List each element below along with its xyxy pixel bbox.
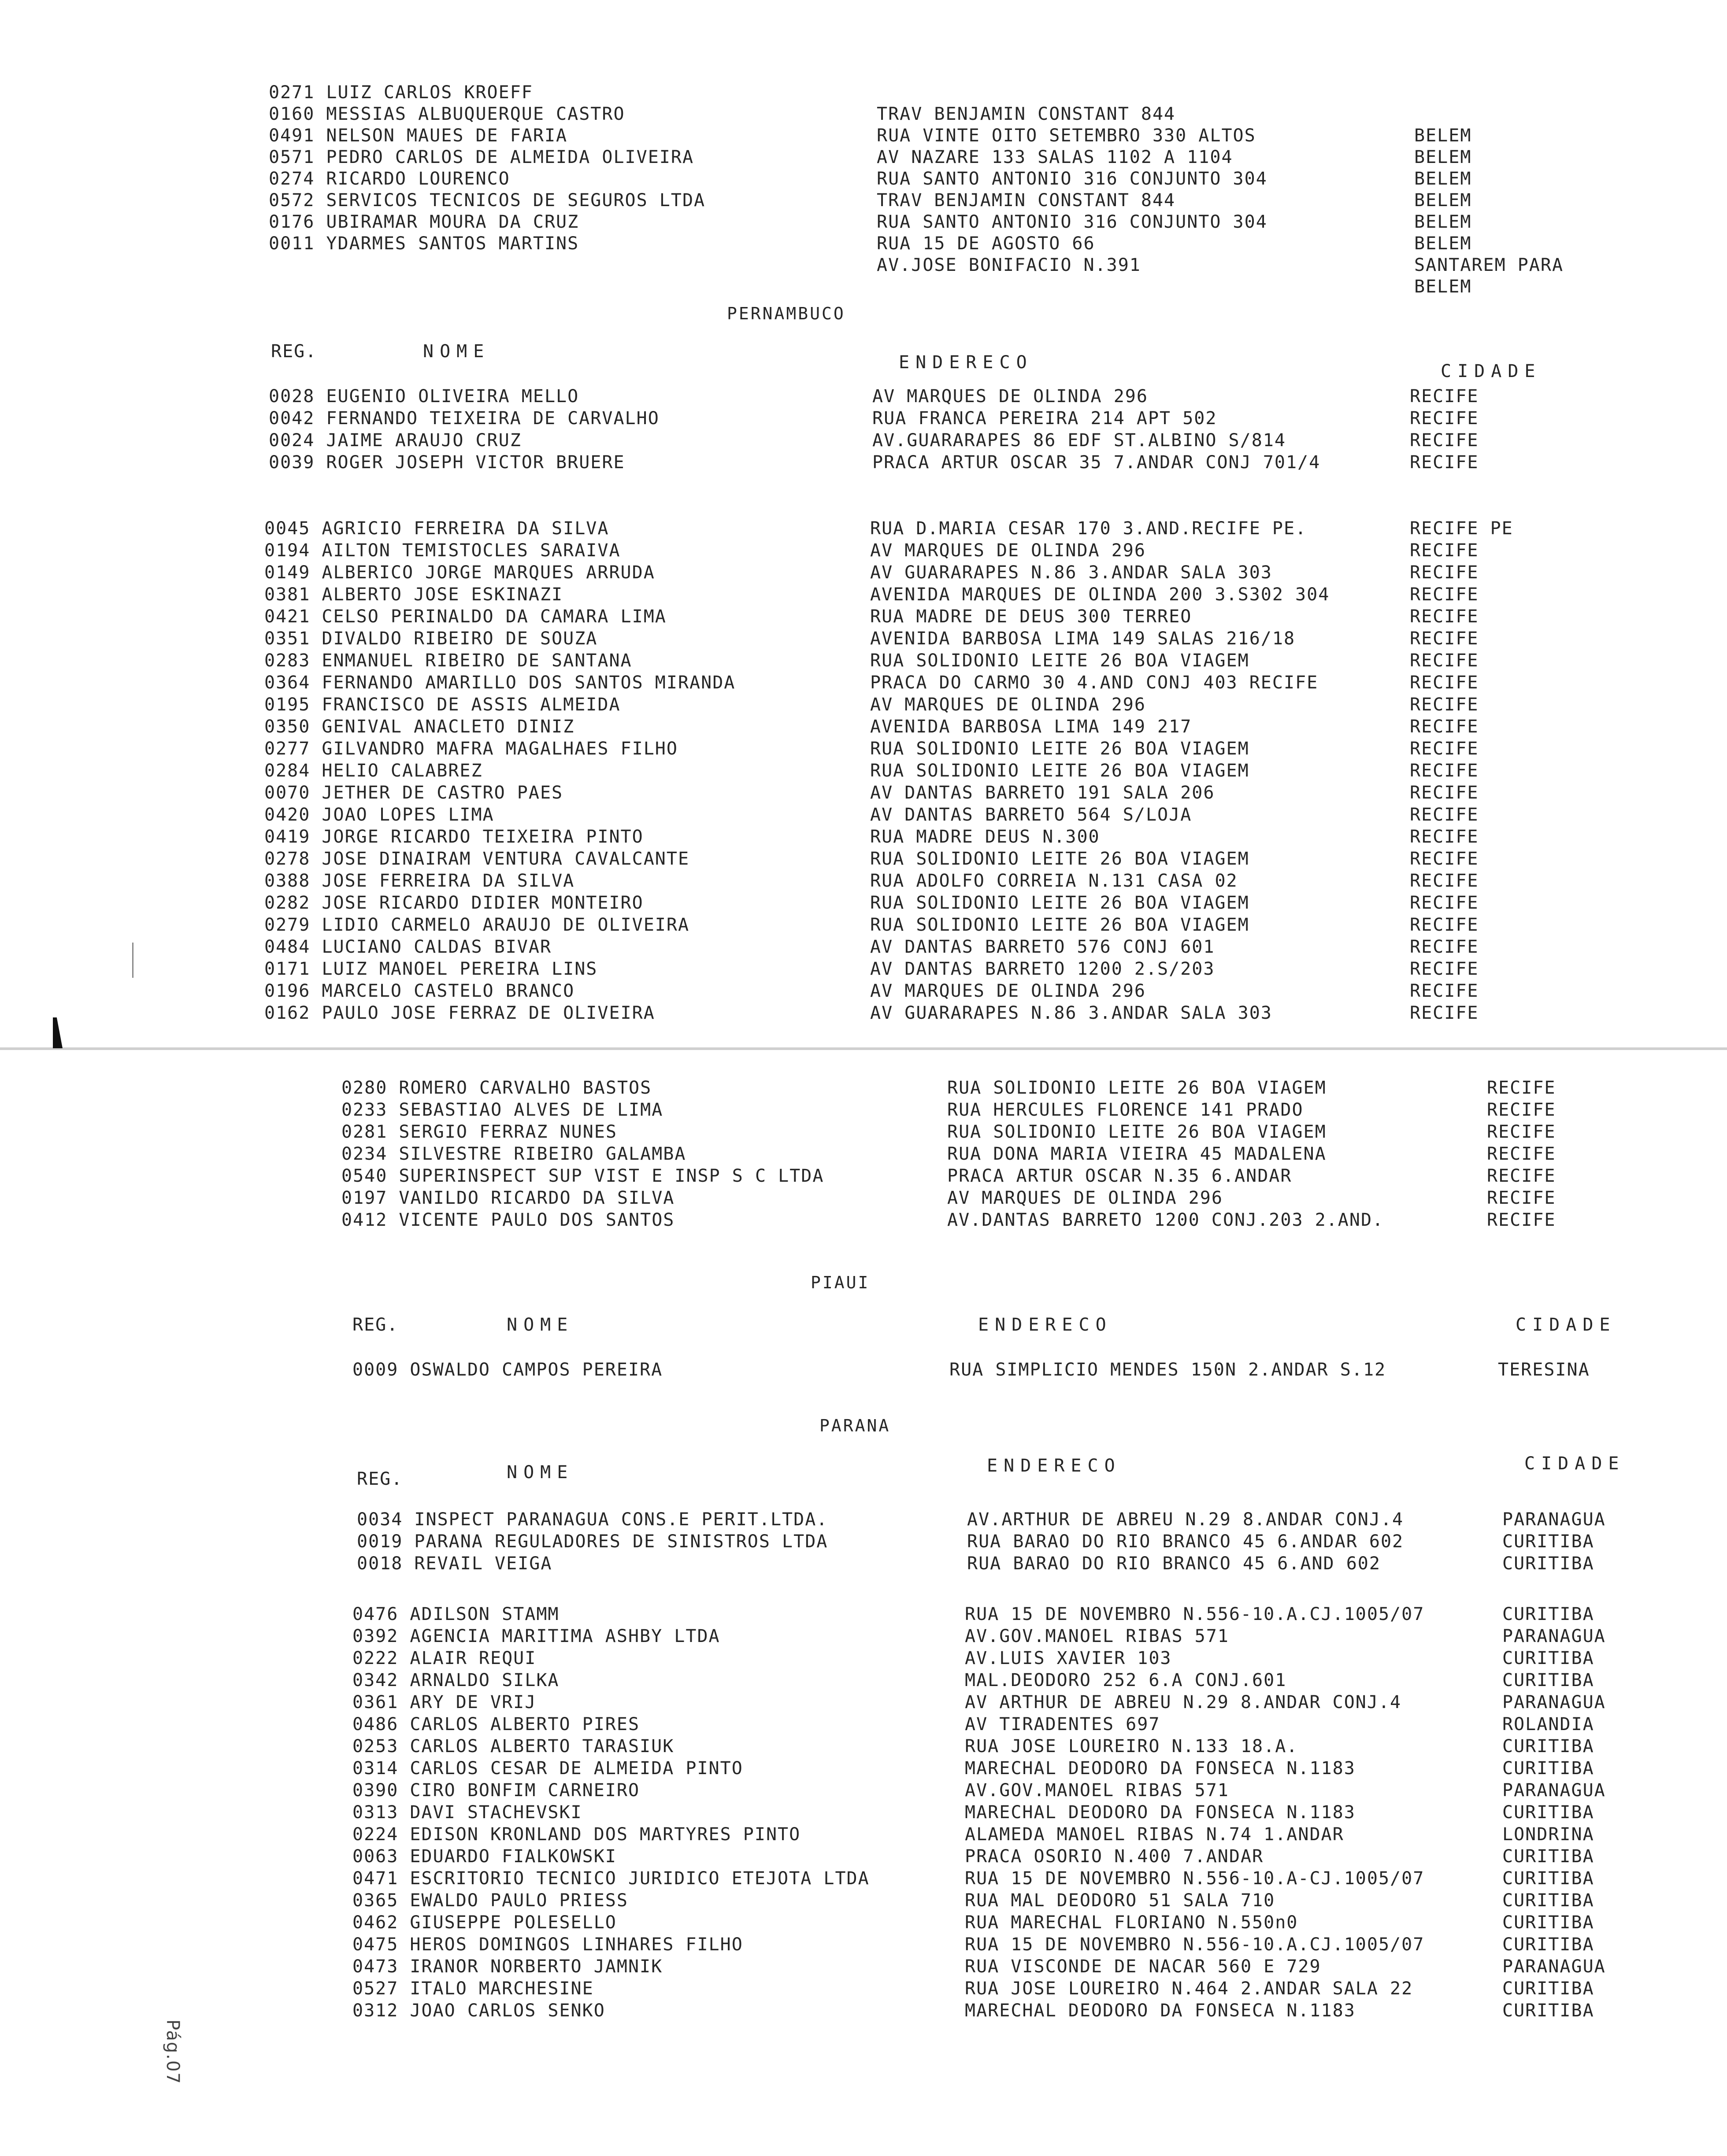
list-row	[264, 804, 1586, 826]
entry-name: 0351 DIVALDO RIBEIRO DE SOUZA	[264, 629, 598, 649]
entry-city: RECIFE	[1410, 827, 1479, 847]
entry-address: RUA MADRE DE DEUS 300 TERREO	[870, 606, 1192, 627]
entry-name: 0149 ALBERICO JORGE MARQUES ARRUDA	[264, 562, 655, 583]
entry-address: RUA 15 DE AGOSTO 66	[877, 233, 1095, 254]
entry-address: RUA JOSE LOUREIRO N.464 2.ANDAR SALA 22	[965, 1978, 1413, 1999]
entry-city: LONDRINA	[1502, 1824, 1594, 1845]
entry-address: RUA DONA MARIA VIEIRA 45 MADALENA	[947, 1144, 1327, 1164]
entry-city: SANTAREM PARA	[1414, 255, 1564, 275]
entry-name: 0024 JAIME ARAUJO CRUZ	[269, 430, 522, 451]
entry-name: 0280 ROMERO CARVALHO BASTOS	[341, 1078, 652, 1098]
list-row	[352, 1757, 1674, 1779]
entry-city: RECIFE	[1410, 673, 1479, 693]
entry-name: 0233 SEBASTIAO ALVES DE LIMA	[341, 1100, 663, 1120]
list-row	[352, 1603, 1674, 1625]
entry-address: AV.GOV.MANOEL RIBAS 571	[965, 1626, 1229, 1646]
entry-address: AV DANTAS BARRETO 1200 2.S/203	[870, 959, 1215, 979]
entry-address: AV MARQUES DE OLINDA 296	[870, 540, 1146, 561]
list-row	[264, 980, 1586, 1002]
list-row	[352, 1868, 1674, 1890]
entry-address: RUA BARAO DO RIO BRANCO 45 6.ANDAR 602	[967, 1531, 1404, 1552]
entry-city: RECIFE	[1410, 893, 1479, 913]
entry-name: 0312 JOAO CARLOS SENKO	[352, 2001, 605, 2021]
entry-city: CURITIBA	[1502, 1934, 1594, 1955]
entry-address: AV.GUARARAPES 86 EDF ST.ALBINO S/814	[872, 430, 1286, 451]
entry-address: AV.ARTHUR DE ABREU N.29 8.ANDAR CONJ.4	[967, 1509, 1404, 1530]
column-header-cidade: CIDADE	[1524, 1453, 1625, 1474]
list-row	[352, 1934, 1674, 1956]
entry-address: MARECHAL DEODORO DA FONSECA N.1183	[965, 2001, 1356, 2021]
list-row	[352, 1823, 1674, 1845]
entry-city: RECIFE PE	[1410, 518, 1513, 539]
entry-name: 0471 ESCRITORIO TECNICO JURIDICO ETEJOTA LTDA	[352, 1868, 870, 1889]
entry-city: CURITIBA	[1502, 1736, 1594, 1757]
entry-name: 0278 JOSE DINAIRAM VENTURA CAVALCANTE	[264, 849, 690, 869]
entry-address: RUA HERCULES FLORENCE 141 PRADO	[947, 1100, 1304, 1120]
list-row	[357, 1553, 1679, 1575]
entry-city: PARANAGUA	[1502, 1956, 1606, 1977]
belem-list	[269, 81, 1590, 297]
scan-line	[132, 943, 133, 978]
entry-city: RECIFE	[1410, 805, 1479, 825]
entry-address: RUA 15 DE NOVEMBRO N.556-10.A.CJ.1005/07	[965, 1934, 1425, 1955]
entry-address: AV.DANTAS BARRETO 1200 CONJ.203 2.AND.	[947, 1210, 1384, 1230]
entry-address: RUA D.MARIA CESAR 170 3.AND.RECIFE PE.	[870, 518, 1307, 539]
entry-name: 0018 REVAIL VEIGA	[357, 1553, 552, 1574]
list-row	[264, 518, 1586, 540]
pernambuco-list-2	[264, 518, 1586, 1024]
entry-city: BELEM	[1414, 147, 1472, 167]
entry-city: RECIFE	[1487, 1166, 1556, 1186]
entry-name: 0282 JOSE RICARDO DIDIER MONTEIRO	[264, 893, 644, 913]
entry-city: RECIFE	[1410, 430, 1479, 451]
entry-city: CURITIBA	[1502, 1802, 1594, 1823]
entry-address: RUA FRANCA PEREIRA 214 APT 502	[872, 408, 1217, 429]
entry-name: 0045 AGRICIO FERREIRA DA SILVA	[264, 518, 609, 539]
entry-name: 0034 INSPECT PARANAGUA CONS.E PERIT.LTDA.	[357, 1509, 828, 1530]
entry-city: RECIFE	[1410, 1003, 1479, 1023]
entry-address: RUA SOLIDONIO LEITE 26 BOA VIAGEM	[870, 761, 1249, 781]
entry-name: 0462 GIUSEPPE POLESELLO	[352, 1912, 617, 1933]
entry-city: RECIFE	[1410, 981, 1479, 1001]
list-row	[352, 1691, 1674, 1713]
entry-city: RECIFE	[1410, 915, 1479, 935]
pernambuco-list-1	[269, 385, 1590, 473]
entry-address: RUA SOLIDONIO LEITE 26 BOA VIAGEM	[870, 915, 1249, 935]
entry-city: BELEM	[1414, 212, 1472, 232]
entry-address: RUA SANTO ANTONIO 316 CONJUNTO 304	[877, 212, 1267, 232]
parana-list-2	[352, 1603, 1674, 2022]
entry-city: CURITIBA	[1502, 1648, 1594, 1668]
list-row	[341, 1209, 1663, 1231]
entry-address: RUA ADOLFO CORREIA N.131 CASA 02	[870, 871, 1238, 891]
entry-city: RECIFE	[1410, 584, 1479, 605]
entry-city: CURITIBA	[1502, 1758, 1594, 1779]
entry-address: PRACA OSORIO N.400 7.ANDAR	[965, 1846, 1264, 1867]
entry-name: 0412 VICENTE PAULO DOS SANTOS	[341, 1210, 675, 1230]
entry-name: 0571 PEDRO CARLOS DE ALMEIDA OLIVEIRA	[269, 147, 694, 167]
entry-name: 0283 ENMANUEL RIBEIRO DE SANTANA	[264, 651, 632, 671]
entry-address: AV DANTAS BARRETO 564 S/LOJA	[870, 805, 1192, 825]
entry-city: RECIFE	[1410, 871, 1479, 891]
entry-address: RUA 15 DE NOVEMBRO N.556-10.A-CJ.1005/07	[965, 1868, 1425, 1889]
entry-address: RUA VISCONDE DE NACAR 560 E 729	[965, 1956, 1321, 1977]
entry-name: 0009 OSWALDO CAMPOS PEREIRA	[352, 1360, 663, 1380]
list-row	[352, 1647, 1674, 1669]
entry-name: 0160 MESSIAS ALBUQUERQUE CASTRO	[269, 104, 625, 124]
column-header-reg: REG.	[352, 1315, 399, 1335]
entry-name: 0381 ALBERTO JOSE ESKINAZI	[264, 584, 563, 605]
entry-city: PARANAGUA	[1502, 1509, 1606, 1530]
entry-name: 0063 EDUARDO FIALKOWSKI	[352, 1846, 617, 1867]
page-number: Pág.07	[163, 2019, 183, 2085]
list-row	[352, 1735, 1674, 1757]
entry-address: AV GUARARAPES N.86 3.ANDAR SALA 303	[870, 1003, 1272, 1023]
entry-address: AV DANTAS BARRETO 576 CONJ 601	[870, 937, 1215, 957]
column-header-reg: REG.	[271, 341, 317, 362]
scan-mark	[53, 1017, 63, 1048]
list-row	[264, 826, 1586, 848]
entry-city: RECIFE	[1487, 1122, 1556, 1142]
entry-address: AV MARQUES DE OLINDA 296	[870, 695, 1146, 715]
entry-address: AVENIDA MARQUES DE OLINDA 200 3.S302 304	[870, 584, 1330, 605]
list-row	[264, 848, 1586, 870]
entry-city: RECIFE	[1487, 1144, 1556, 1164]
entry-city: PARANAGUA	[1502, 1692, 1606, 1712]
entry-city: CURITIBA	[1502, 1890, 1594, 1911]
entry-city: CURITIBA	[1502, 1912, 1594, 1933]
entry-name: 0274 RICARDO LOURENCO	[269, 169, 510, 189]
list-row	[264, 782, 1586, 804]
entry-address: ALAMEDA MANOEL RIBAS N.74 1.ANDAR	[965, 1824, 1344, 1845]
entry-name: 0171 LUIZ MANOEL PEREIRA LINS	[264, 959, 598, 979]
entry-address: AV ARTHUR DE ABREU N.29 8.ANDAR CONJ.4	[965, 1692, 1402, 1712]
entry-address: RUA SOLIDONIO LEITE 26 BOA VIAGEM	[870, 849, 1249, 869]
entry-name: 0279 LIDIO CARMELO ARAUJO DE OLIVEIRA	[264, 915, 690, 935]
entry-name: 0019 PARANA REGULADORES DE SINISTROS LTDA	[357, 1531, 828, 1552]
entry-name: 0194 AILTON TEMISTOCLES SARAIVA	[264, 540, 621, 561]
entry-city: TERESINA	[1498, 1360, 1590, 1380]
entry-address: RUA SOLIDONIO LEITE 26 BOA VIAGEM	[870, 651, 1249, 671]
entry-address: RUA 15 DE NOVEMBRO N.556-10.A.CJ.1005/07	[965, 1604, 1425, 1624]
list-row	[264, 1002, 1586, 1024]
entry-city: CURITIBA	[1502, 1604, 1594, 1624]
entry-name: 0572 SERVICOS TECNICOS DE SEGUROS LTDA	[269, 190, 706, 211]
entry-city: PARANAGUA	[1502, 1780, 1606, 1801]
entry-name: 0195 FRANCISCO DE ASSIS ALMEIDA	[264, 695, 621, 715]
list-row	[264, 716, 1586, 738]
list-row	[264, 738, 1586, 760]
list-row	[341, 1077, 1663, 1099]
list-row	[264, 892, 1586, 914]
list-row	[269, 146, 1590, 168]
entry-city: RECIFE	[1410, 540, 1479, 561]
entry-name: 0476 ADILSON STAMM	[352, 1604, 560, 1624]
entry-address: MARECHAL DEODORO DA FONSECA N.1183	[965, 1802, 1356, 1823]
entry-name: 0420 JOAO LOPES LIMA	[264, 805, 494, 825]
entry-city: CURITIBA	[1502, 1553, 1594, 1574]
entry-name: 0473 IRANOR NORBERTO JAMNIK	[352, 1956, 663, 1977]
list-row	[269, 168, 1590, 189]
entry-name: 0281 SERGIO FERRAZ NUNES	[341, 1122, 617, 1142]
column-header-nome: NOME	[423, 341, 490, 362]
list-row	[269, 451, 1590, 473]
entry-city: RECIFE	[1410, 386, 1479, 407]
entry-name: 0486 CARLOS ALBERTO PIRES	[352, 1714, 640, 1734]
entry-address: RUA BARAO DO RIO BRANCO 45 6.AND 602	[967, 1553, 1381, 1574]
list-row	[264, 584, 1586, 606]
list-row	[352, 1669, 1674, 1691]
list-row	[269, 407, 1590, 429]
list-row	[269, 385, 1590, 407]
entry-city: CURITIBA	[1502, 1531, 1594, 1552]
list-row	[341, 1099, 1663, 1121]
entry-name: 0028 EUGENIO OLIVEIRA MELLO	[269, 386, 579, 407]
entry-name: 0162 PAULO JOSE FERRAZ DE OLIVEIRA	[264, 1003, 655, 1023]
list-row	[357, 1531, 1679, 1553]
list-row	[352, 1801, 1674, 1823]
entry-address: PRACA ARTUR OSCAR 35 7.ANDAR CONJ 701/4	[872, 452, 1321, 473]
list-row	[352, 1625, 1674, 1647]
entry-address: TRAV BENJAMIN CONSTANT 844	[877, 104, 1176, 124]
list-row	[341, 1187, 1663, 1209]
section-heading-piaui: PIAUI	[811, 1273, 870, 1292]
entry-name: 0364 FERNANDO AMARILLO DOS SANTOS MIRANDA	[264, 673, 736, 693]
entry-address: RUA SIMPLICIO MENDES 150N 2.ANDAR S.12	[949, 1360, 1386, 1380]
entry-name: 0527 ITALO MARCHESINE	[352, 1978, 594, 1999]
entry-address: RUA MARECHAL FLORIANO N.550n0	[965, 1912, 1298, 1933]
pernambuco-list-3	[341, 1077, 1663, 1231]
entry-city: RECIFE	[1410, 452, 1479, 473]
section-heading-parana: PARANA	[819, 1416, 891, 1435]
list-row	[269, 276, 1590, 297]
entry-city: CURITIBA	[1502, 1868, 1594, 1889]
entry-city: RECIFE	[1410, 651, 1479, 671]
entry-name: 0176 UBIRAMAR MOURA DA CRUZ	[269, 212, 579, 232]
entry-address: RUA SANTO ANTONIO 316 CONJUNTO 304	[877, 169, 1267, 189]
entry-name: 0196 MARCELO CASTELO BRANCO	[264, 981, 575, 1001]
list-row	[264, 650, 1586, 672]
list-row	[341, 1143, 1663, 1165]
entry-name: 0475 HEROS DOMINGOS LINHARES FILHO	[352, 1934, 743, 1955]
entry-address: AV DANTAS BARRETO 191 SALA 206	[870, 783, 1215, 803]
entry-name: 0011 YDARMES SANTOS MARTINS	[269, 233, 579, 254]
list-row	[352, 1890, 1674, 1912]
entry-address: MAL.DEODORO 252 6.A CONJ.601	[965, 1670, 1287, 1690]
entry-address: AV MARQUES DE OLINDA 296	[872, 386, 1148, 407]
entry-name: 0277 GILVANDRO MAFRA MAGALHAES FILHO	[264, 739, 678, 759]
entry-city: RECIFE	[1410, 695, 1479, 715]
entry-address: AV MARQUES DE OLINDA 296	[947, 1188, 1223, 1208]
entry-city: RECIFE	[1410, 408, 1479, 429]
column-header-endereco: ENDERECO	[978, 1315, 1112, 1335]
entry-city: RECIFE	[1410, 606, 1479, 627]
entry-address: AV TIRADENTES 697	[965, 1714, 1160, 1734]
list-row	[352, 1713, 1674, 1735]
entry-name: 0365 EWALDO PAULO PRIESS	[352, 1890, 628, 1911]
entry-city: RECIFE	[1410, 937, 1479, 957]
entry-name: 0313 DAVI STACHEVSKI	[352, 1802, 582, 1823]
entry-address: AV MARQUES DE OLINDA 296	[870, 981, 1146, 1001]
entry-name: 0491 NELSON MAUES DE FARIA	[269, 126, 568, 146]
entry-city: RECIFE	[1410, 739, 1479, 759]
entry-address: PRACA ARTUR OSCAR N.35 6.ANDAR	[947, 1166, 1292, 1186]
entry-name: 0421 CELSO PERINALDO DA CAMARA LIMA	[264, 606, 667, 627]
entry-city: RECIFE	[1487, 1210, 1556, 1230]
entry-address: AV NAZARE 133 SALAS 1102 A 1104	[877, 147, 1233, 167]
entry-city: CURITIBA	[1502, 1978, 1594, 1999]
section-heading-pernambuco: PERNAMBUCO	[727, 304, 845, 323]
list-row	[264, 540, 1586, 562]
entry-name: 0222 ALAIR REQUI	[352, 1648, 537, 1668]
list-row	[269, 233, 1590, 254]
entry-name: 0388 JOSE FERREIRA DA SILVA	[264, 871, 575, 891]
entry-address: AV.GOV.MANOEL RIBAS 571	[965, 1780, 1229, 1801]
entry-city: RECIFE	[1410, 562, 1479, 583]
entry-address: AV.LUIS XAVIER 103	[965, 1648, 1172, 1668]
entry-city: BELEM	[1414, 277, 1472, 297]
entry-city: CURITIBA	[1502, 2001, 1594, 2021]
list-row	[352, 1956, 1674, 1978]
list-row	[341, 1121, 1663, 1143]
entry-name: 0540 SUPERINSPECT SUP VIST E INSP S C LTDA	[341, 1166, 824, 1186]
entry-city: BELEM	[1414, 126, 1472, 146]
list-row	[269, 125, 1590, 146]
entry-address: AVENIDA BARBOSA LIMA 149 SALAS 216/18	[870, 629, 1296, 649]
list-row	[264, 606, 1586, 628]
column-header-endereco: ENDERECO	[899, 352, 1033, 373]
entry-name: 0314 CARLOS CESAR DE ALMEIDA PINTO	[352, 1758, 743, 1779]
list-row	[264, 562, 1586, 584]
list-row	[264, 760, 1586, 782]
column-header-nome: NOME	[507, 1315, 574, 1335]
entry-address: TRAV BENJAMIN CONSTANT 844	[877, 190, 1176, 211]
list-row	[269, 211, 1590, 233]
list-row	[264, 870, 1586, 892]
list-row	[352, 1845, 1674, 1868]
list-row	[264, 914, 1586, 936]
entry-name: 0253 CARLOS ALBERTO TARASIUK	[352, 1736, 674, 1757]
page-fold-divider	[0, 1047, 1727, 1050]
entry-city: BELEM	[1414, 233, 1472, 254]
column-header-cidade: CIDADE	[1516, 1315, 1616, 1335]
entry-city: CURITIBA	[1502, 1670, 1594, 1690]
column-header-reg: REG.	[357, 1469, 403, 1489]
entry-address: RUA SOLIDONIO LEITE 26 BOA VIAGEM	[947, 1122, 1327, 1142]
list-row	[352, 1359, 1674, 1381]
list-row	[341, 1165, 1663, 1187]
entry-name: 0390 CIRO BONFIM CARNEIRO	[352, 1780, 640, 1801]
entry-address: RUA MADRE DEUS N.300	[870, 827, 1100, 847]
list-row	[264, 936, 1586, 958]
parana-list-1	[357, 1509, 1679, 1575]
entry-city: RECIFE	[1410, 629, 1479, 649]
entry-address: RUA VINTE OITO SETEMBRO 330 ALTOS	[877, 126, 1256, 146]
list-row	[352, 1978, 1674, 2000]
entry-address: RUA MAL DEODORO 51 SALA 710	[965, 1890, 1275, 1911]
list-row	[269, 429, 1590, 451]
entry-address: RUA SOLIDONIO LEITE 26 BOA VIAGEM	[870, 739, 1249, 759]
piaui-list	[352, 1359, 1674, 1381]
list-row	[269, 81, 1590, 103]
list-row	[352, 1779, 1674, 1801]
entry-name: 0392 AGENCIA MARITIMA ASHBY LTDA	[352, 1626, 720, 1646]
entry-address: AVENIDA BARBOSA LIMA 149 217	[870, 717, 1192, 737]
entry-address: PRACA DO CARMO 30 4.AND CONJ 403 RECIFE	[870, 673, 1319, 693]
entry-name: 0039 ROGER JOSEPH VICTOR BRUERE	[269, 452, 625, 473]
entry-city: BELEM	[1414, 169, 1472, 189]
list-row	[352, 2000, 1674, 2022]
entry-city: BELEM	[1414, 190, 1472, 211]
column-header-endereco: ENDERECO	[987, 1456, 1121, 1476]
entry-city: RECIFE	[1487, 1100, 1556, 1120]
entry-city: PARANAGUA	[1502, 1626, 1606, 1646]
column-header-nome: NOME	[507, 1462, 574, 1483]
column-header-cidade: CIDADE	[1441, 361, 1542, 381]
entry-name: 0197 VANILDO RICARDO DA SILVA	[341, 1188, 675, 1208]
entry-name: 0342 ARNALDO SILKA	[352, 1670, 560, 1690]
list-row	[357, 1509, 1679, 1531]
entry-address: RUA JOSE LOUREIRO N.133 18.A.	[965, 1736, 1298, 1757]
entry-name: 0271 LUIZ CARLOS KROEFF	[269, 82, 533, 103]
entry-name: 0224 EDISON KRONLAND DOS MARTYRES PINTO	[352, 1824, 801, 1845]
entry-address: MARECHAL DEODORO DA FONSECA N.1183	[965, 1758, 1356, 1779]
list-row	[264, 672, 1586, 694]
entry-name: 0350 GENIVAL ANACLETO DINIZ	[264, 717, 575, 737]
entry-city: ROLANDIA	[1502, 1714, 1594, 1734]
entry-city: RECIFE	[1410, 959, 1479, 979]
entry-name: 0361 ARY DE VRIJ	[352, 1692, 537, 1712]
entry-city: RECIFE	[1487, 1188, 1556, 1208]
list-row	[269, 189, 1590, 211]
list-row	[352, 1912, 1674, 1934]
entry-city: CURITIBA	[1502, 1846, 1594, 1867]
list-row	[269, 103, 1590, 125]
entry-name: 0284 HELIO CALABREZ	[264, 761, 483, 781]
list-row	[264, 628, 1586, 650]
list-row	[264, 694, 1586, 716]
list-row	[269, 254, 1590, 276]
entry-address: AV.JOSE BONIFACIO N.391	[877, 255, 1141, 275]
entry-address: RUA SOLIDONIO LEITE 26 BOA VIAGEM	[947, 1078, 1327, 1098]
entry-city: RECIFE	[1410, 761, 1479, 781]
entry-address: RUA SOLIDONIO LEITE 26 BOA VIAGEM	[870, 893, 1249, 913]
entry-city: RECIFE	[1410, 849, 1479, 869]
entry-city: RECIFE	[1410, 783, 1479, 803]
entry-city: RECIFE	[1410, 717, 1479, 737]
entry-city: RECIFE	[1487, 1078, 1556, 1098]
entry-name: 0070 JETHER DE CASTRO PAES	[264, 783, 563, 803]
entry-name: 0419 JORGE RICARDO TEIXEIRA PINTO	[264, 827, 644, 847]
list-row	[264, 958, 1586, 980]
entry-name: 0234 SILVESTRE RIBEIRO GALAMBA	[341, 1144, 686, 1164]
entry-address: AV GUARARAPES N.86 3.ANDAR SALA 303	[870, 562, 1272, 583]
entry-name: 0042 FERNANDO TEIXEIRA DE CARVALHO	[269, 408, 660, 429]
entry-name: 0484 LUCIANO CALDAS BIVAR	[264, 937, 552, 957]
